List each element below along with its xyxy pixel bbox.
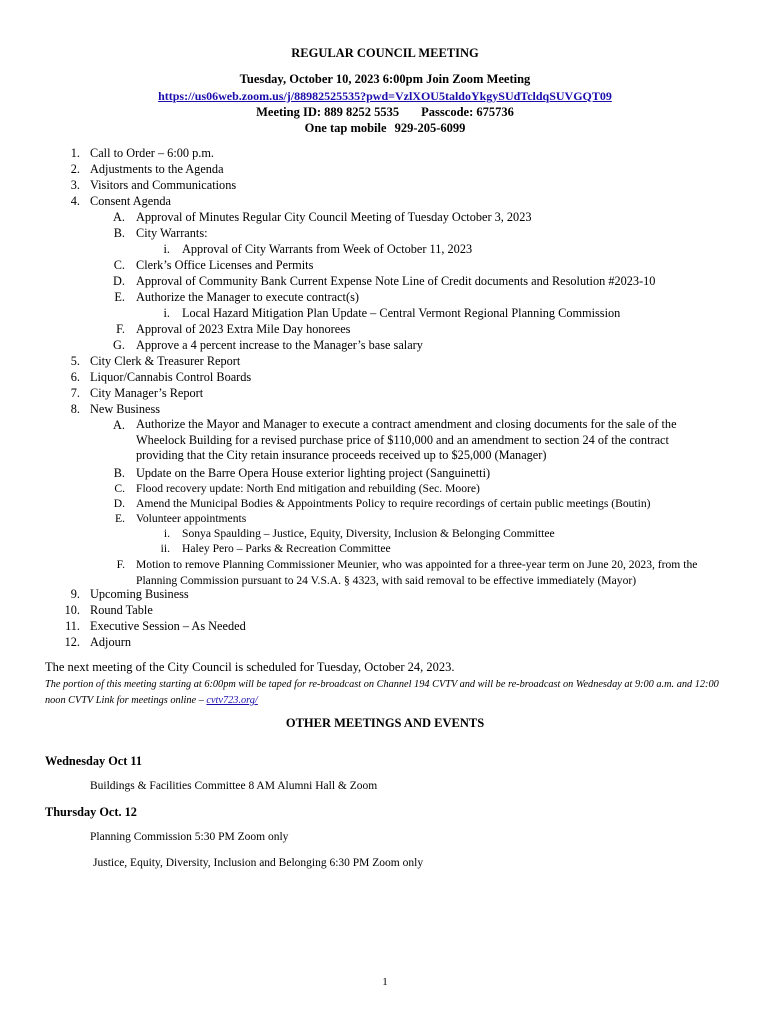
document-page: REGULAR COUNCIL MEETING Tuesday, October 10, 2023 6:00pm Join Zoom Meeting https://us06web.zoom.us/j/88982525535?pwd=VzlXOU5taldoYkgySUdTcldqSUVGQT09 Meeting ID: 889 8252 5535 Passcode: 675736 One tap mobile 929-205-6099 1. Call to Order – 6:00 p.m. 2. Adjustments to the Agenda 3. Visitors and Communications 4. Consent Agenda A. Approval of Minutes Regular City Council Meeting of Tuesday October 3, 2023 B. City Warrants: i. Approval of City Warrants from Week of October 11, 2023 C. Clerk’s Office Licenses and Permits D. Approval of Community Bank Current Expense Note Line of Credit documents and Resolution #2023-10 E. Authorize the Manager to execute contract(s) i. Local Hazard Mitigation Plan Update – Central Vermont Regional Planning Commission F. Approval of 2023 Extra Mile Day honorees G. Approve a 4 percent increase to the Manager’s base salary 5. City Clerk & Treasurer Report 6. Liquor/Cannabis Control Boards 7. City Manager’s Report 8. New Business A. Authorize the Mayor and Manager to execute a contract amendment and closing documents for the sale of the Wheelock Building for a revised purchase price of $110,000 and an amendment to section 24 of the contract providing that the City retain insurance proceeds received up to $25,000 (Manager) B. Update on the Barre Opera House exterior lighting project (Sanguinetti) C. Flood recovery update: North End mitigation and rebuilding (Sec. Moore) D. Amend the Municipal Bodies & Appointments Policy to require recordings of certain public meetings (Boutin) E. Volunteer appointments i. Sonya Spaulding – Justice, Equity, Diversity, Inclusion & Belonging Committee ii. Haley Pero – Parks & Recreation Committee F. Motion to remove Planning Commissioner Meunier, who was appointed for a three-year term on June 20, 2023, from the Planning Commission pursuant to 24 V.S.A. § 4323, with said removal to be effective immediately (Mayor) 9. Upcoming Business 10. Round Table 11. Executive Session – As Needed 12. Adjourn The next meeting of the City Council is scheduled for Tuesday, October 24, 2023. The portion of this meeting starting at 6:00pm will be taped for re-broadcast on Channel 194 CVTV and will be re-broadcast on Wednesday at 9:00 a.m. and 12:00 noon CVTV Link for meetings online – cvtv723.org/ OTHER MEETINGS AND EVENTS Wednesday Oct 11 Buildings & Facilities Committee 8 AM Alumni Hall & Zoom Thursday Oct. 12 Planning Commission 5:30 PM Zoom only Justice, Equity, Diversity, Inclusion and Belonging 6:30 PM Zoom only 1 [0,0,770,1024]
broadcast-text: The portion of this meeting starting at 6:00pm will be taped for re-broadcast on Channel 194 CVTV and will be re-broadcast on Wednesday at 9:00 a.m. and 12:00 noon CVTV Link for meetings online – [45,679,719,706]
meeting-title: REGULAR COUNCIL MEETING [291,46,479,60]
meeting-date-line: Tuesday, October 10, 2023 6:00pm Join Zoom Meeting [239,72,531,86]
next-meeting-note: The next meeting of the City Council is scheduled for Tuesday, October 24, 2023. [45,660,455,674]
tap-mobile-label: One tap mobile [304,121,387,135]
event-item: Planning Commission 5:30 PM Zoom only [90,831,289,843]
event-day-heading: Wednesday Oct 11 [45,754,143,768]
meeting-id: Meeting ID: 889 8252 5535 [256,105,400,119]
tap-mobile-number: 929-205-6099 [394,121,466,135]
broadcast-note [45,677,735,709]
tap-mobile-line [0,121,770,136]
page-number: 1 [382,976,388,988]
other-meetings-title: OTHER MEETINGS AND EVENTS [285,716,485,730]
event-item: Justice, Equity, Diversity, Inclusion and Belonging 6:30 PM Zoom only [93,857,424,869]
meeting-id-line [0,105,770,120]
event-item: Buildings & Facilities Committee 8 AM Alumni Hall & Zoom [90,780,378,792]
event-day-heading: Thursday Oct. 12 [45,805,137,819]
zoom-meeting-link[interactable]: https://us06web.zoom.us/j/88982525535?pwd=VzlXOU5taldoYkgySUdTcldqSUVGQT09 [158,89,612,103]
passcode: Passcode: 675736 [421,105,514,119]
cvtv-link[interactable]: cvtv723.org/ [206,695,258,706]
